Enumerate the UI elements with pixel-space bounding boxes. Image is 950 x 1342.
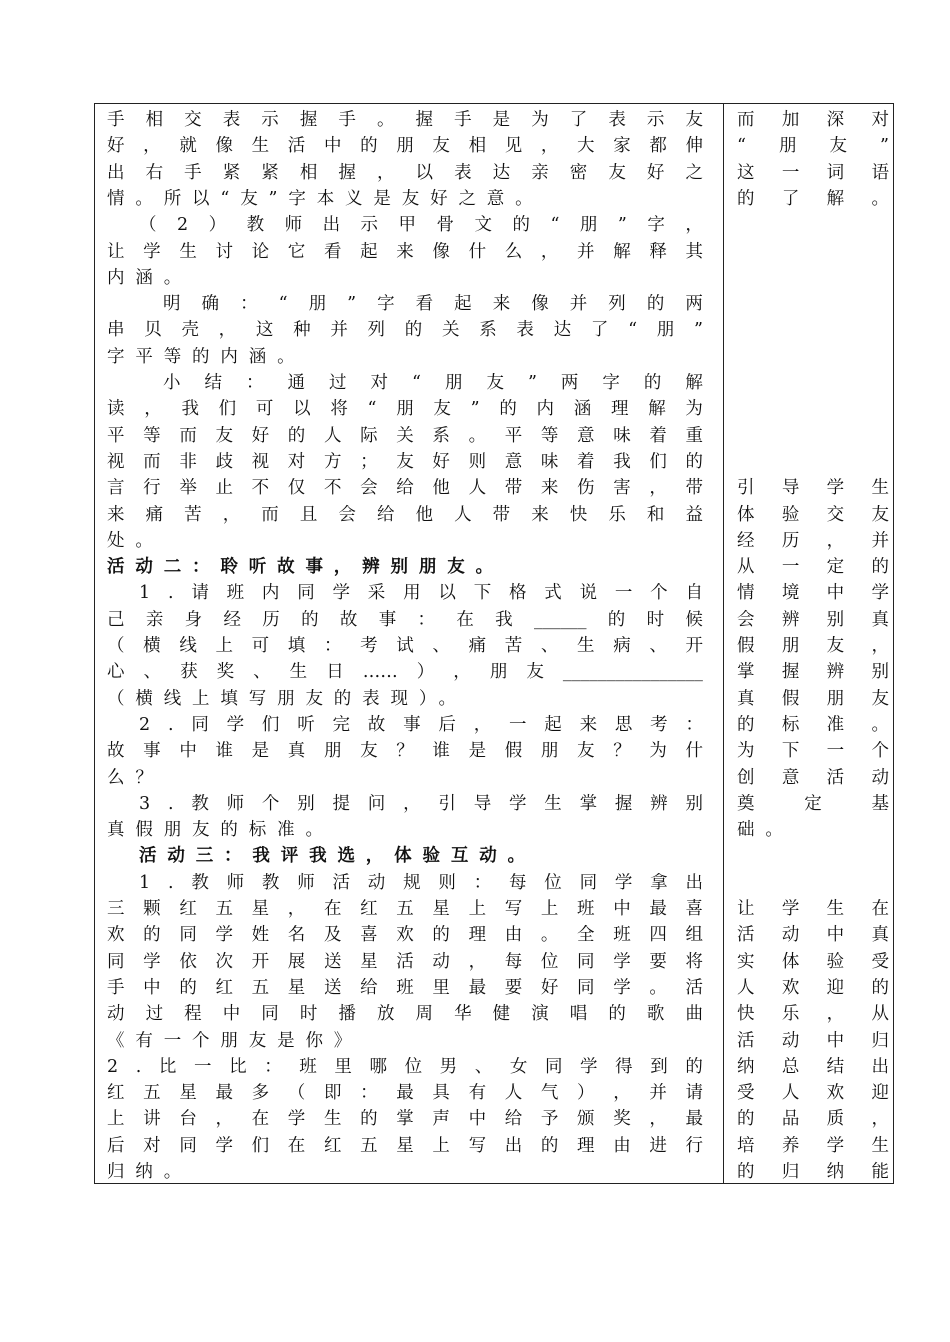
- side-line: 培 养 学 生: [737, 1135, 889, 1156]
- main-line: 手 相 交 表 示 握 手 。 握 手 是 为 了 表 示 友: [107, 110, 703, 130]
- main-line: 视 而 非 歧 视 对 方 ； 友 好 则 意 味 着 我 们 的: [107, 451, 703, 472]
- side-line: 体 验 交 友: [737, 504, 889, 525]
- side-line: 掌 握 辨 别: [737, 662, 889, 683]
- main-line: 心 、 获 奖 、 生 日 …… ） ， 朋 友 ________________: [107, 662, 703, 683]
- main-line: 上 讲 台 ， 在 学 生 的 掌 声 中 给 予 颁 奖 ， 最: [107, 1109, 703, 1130]
- side-line: 引 导 学 生: [737, 478, 889, 499]
- main-line: 故 事 中 谁 是 真 朋 友 ？ 谁 是 假 朋 友 ？ 为 什: [107, 741, 703, 762]
- main-line: 出 右 手 紧 紧 相 握 ， 以 表 达 亲 密 友 好 之: [107, 162, 703, 183]
- main-line: 让 学 生 讨 论 它 看 起 来 像 什 么 ， 并 解 释 其: [107, 241, 703, 262]
- side-line: 经 历 ， 并: [737, 530, 889, 551]
- side-line: 础 。: [737, 820, 794, 841]
- side-line: 假 朋 友 ，: [737, 636, 889, 656]
- main-line: （ 横 线 上 可 填 ： 考 试 、 痛 苦 、 生 病 、 开: [107, 636, 703, 656]
- main-line: （ 2 ） 教 师 出 示 甲 骨 文 的 “ 朋 ” 字 ，: [139, 215, 703, 236]
- side-line: 会 辨 别 真: [737, 609, 889, 630]
- main-line: 字平等的内涵。: [107, 346, 306, 367]
- side-line: 的 归 纳 能: [737, 1162, 889, 1182]
- main-line: 己 亲 身 经 历 的 故 事 ： 在 我 ______ 的 时 候: [107, 609, 703, 630]
- side-line: 人 欢 迎 的: [737, 977, 889, 998]
- side-line: 快 乐 ， 从: [737, 1004, 889, 1025]
- main-line: 欢 的 同 学 姓 名 及 喜 欢 的 理 由 。 全 班 四 组: [107, 925, 703, 946]
- main-line: 串 贝 壳 ， 这 种 并 列 的 关 系 表 达 了 “ 朋 ”: [107, 320, 703, 341]
- side-line: 真 假 朋 友: [737, 688, 889, 709]
- side-line: 让 学 生 在: [737, 899, 889, 919]
- main-line: 平 等 而 友 好 的 人 际 关 系 。 平 等 意 味 着 重: [107, 425, 703, 446]
- main-line: （横线上填写朋友的表现）。: [107, 688, 467, 709]
- main-line: 好 ， 就 像 生 活 中 的 朋 友 相 见 ， 大 家 都 伸: [107, 136, 703, 157]
- side-line: 奠 定 基: [737, 793, 889, 814]
- side-line: 这 一 词 语: [737, 162, 889, 183]
- main-line: 读 ， 我 们 可 以 将 “ 朋 友 ” 的 内 涵 理 解 为: [107, 399, 703, 420]
- main-line: 处。: [107, 530, 164, 551]
- side-line: 的 品 质 ，: [737, 1109, 889, 1130]
- main-line: 么？: [107, 767, 164, 788]
- side-line: 活 动 中 真: [737, 925, 889, 946]
- lesson-plan-table: [94, 103, 894, 1184]
- main-line: 内涵。: [107, 267, 193, 288]
- side-line: 而 加 深 对: [737, 110, 889, 130]
- main-line: 《有一个朋友是你》: [107, 1030, 363, 1051]
- main-line: 归纳。: [107, 1162, 193, 1182]
- side-line: 从 一 定 的: [737, 557, 889, 578]
- column-divider: [723, 104, 724, 1183]
- main-line: 3 . 教 师 个 别 提 问 ， 引 导 学 生 掌 握 辨 别: [139, 793, 703, 814]
- main-line: 手 中 的 红 五 星 送 给 班 里 最 要 好 同 学 。 活: [107, 977, 703, 998]
- main-line: 情。所以“友”字本义是友好之意。: [107, 188, 544, 209]
- side-line: 创 意 活 动: [737, 767, 889, 788]
- main-line: 1 . 教 师 教 师 活 动 规 则 ： 每 位 同 学 拿 出: [139, 872, 703, 893]
- side-line: 情 境 中 学: [737, 583, 889, 604]
- main-line: 2 . 比 一 比 ： 班 里 哪 位 男 、 女 同 学 得 到 的: [107, 1056, 703, 1077]
- main-line: 真假朋友的标准。: [107, 820, 334, 841]
- main-line: 小 结 ： 通 过 对 “ 朋 友 ” 两 字 的 解: [163, 373, 703, 393]
- main-line: 同 学 依 次 开 展 送 星 活 动 ， 每 位 同 学 要 将: [107, 951, 703, 972]
- main-line: 活动二：聆听故事，辨别朋友。: [107, 557, 504, 578]
- main-line: 三 颗 红 五 星 ， 在 红 五 星 上 写 上 班 中 最 喜: [107, 899, 703, 919]
- side-line: 受 人 欢 迎: [737, 1083, 889, 1104]
- main-line: 红 五 星 最 多 （ 即 ： 最 具 有 人 气 ） ， 并 请: [107, 1083, 703, 1104]
- side-line: 实 体 验 受: [737, 951, 889, 972]
- side-line: 活 动 中 归: [737, 1030, 889, 1051]
- main-line: 1 . 请 班 内 同 学 采 用 以 下 格 式 说 一 个 自: [139, 583, 703, 604]
- main-line: 明 确 ： “ 朋 ” 字 看 起 来 像 并 列 的 两: [163, 294, 703, 315]
- side-line: 的 了 解 。: [737, 188, 889, 209]
- main-line: 后 对 同 学 们 在 红 五 星 上 写 出 的 理 由 进 行: [107, 1135, 703, 1156]
- main-line: 言 行 举 止 不 仅 不 会 给 他 人 带 来 伤 害 ， 带: [107, 478, 703, 499]
- main-line: 2 . 同 学 们 听 完 故 事 后 ， 一 起 来 思 考 ：: [139, 714, 703, 735]
- side-line: “ 朋 友 ”: [737, 136, 889, 157]
- main-line: 活动三：我评我选，体验互动。: [139, 846, 536, 867]
- side-line: 纳 总 结 出: [737, 1056, 889, 1077]
- main-line: 动 过 程 中 同 时 播 放 周 华 健 演 唱 的 歌 曲: [107, 1004, 703, 1025]
- main-line: 来 痛 苦 ， 而 且 会 给 他 人 带 来 快 乐 和 益: [107, 504, 703, 525]
- side-line: 的 标 准 。: [737, 714, 889, 735]
- side-line: 为 下 一 个: [737, 741, 889, 762]
